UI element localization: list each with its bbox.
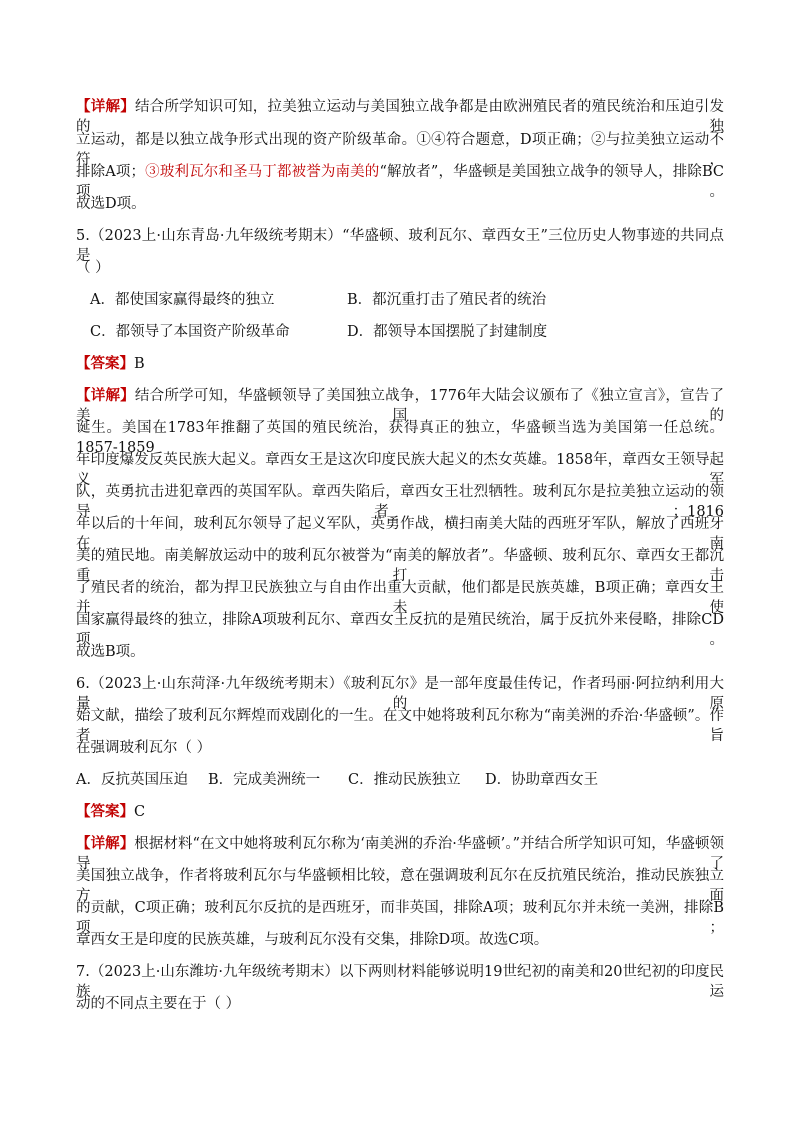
q6-option-c: C．推动民族独立	[348, 772, 461, 788]
q5-stem-line-2: （ ）	[76, 260, 110, 276]
q6-detail-line-3: 的贡献，C项正确；玻利瓦尔反抗的是西班牙，而非英国，排除A项；玻利瓦尔并未统一美洲，排除B项；	[76, 900, 724, 936]
q5-stem-line-1: 5.（2023上·山东青岛·九年级统考期末）“华盛顿、玻利瓦尔、章西女王”三位历史人物事迹的共同点是	[76, 228, 724, 264]
q6-answer: 【答案】C	[76, 803, 146, 820]
q6-stem-line-2: 始文献，描绘了玻利瓦尔辉煌而戏剧化的一生。在文中她将玻利瓦尔称为“南美洲的乔治·华盛顿”。作者旨	[76, 708, 724, 744]
q5-detail-line-6: 美的殖民地。南美解放运动中的玻利瓦尔被誉为“南美的解放者”。华盛顿、玻利瓦尔、章西女王都沉重打击	[76, 548, 724, 584]
q5-answer: 【答案】B	[76, 355, 145, 372]
q7-stem-line-2: 动的不同点主要在于（ ）	[76, 996, 241, 1012]
q6-detail-line-1: 【详解】根据材料“在文中她将玻利瓦尔称为‘南美洲的乔治·华盛顿’。”并结合所学知识可知，华盛顿领导了	[76, 835, 724, 872]
q4-detail-line-2: 立运动，都是以独立战争形式出现的资产阶级革命。①④符合题意，D项正确；②与拉美独立运动不符，	[76, 132, 724, 168]
q5-detail-line-5: 年以后的十年间，玻利瓦尔领导了起义军队，英勇作战，横扫南美大陆的西班牙军队，解放了西班牙在南	[76, 516, 724, 552]
q4-detail-line-3: 排除A项；③玻利瓦尔和圣马丁都被誉为南美的“解放者”，华盛顿是美国独立战争的领导人，排除BC项。	[76, 164, 725, 200]
detail-label: 【详解】	[76, 98, 135, 115]
q4-detail-line-4: 故选D项。	[76, 196, 146, 212]
q5-option-b: B．都沉重打击了殖民者的统治	[347, 292, 547, 308]
q6-option-b: B．完成美洲统一	[208, 772, 321, 788]
q6-option-d: D．协助章西女王	[485, 772, 599, 788]
q5-option-c: C．都领导了本国资产阶级革命	[90, 324, 290, 340]
q5-detail-line-1: 【详解】结合所学可知，华盛顿领导了美国独立战争，1776年大陆会议颁布了《独立宣言》，宣告了美国的	[76, 387, 724, 424]
q5-detail-line-7: 了殖民者的统治，都为捍卫民族独立与自由作出重大贡献，他们都是民族英雄，B项正确；章西女王并未使	[76, 580, 724, 616]
q5-detail-line-2: 诞生。美国在1783年推翻了英国的殖民统治，获得真正的独立，华盛顿当选为美国第一任总统。1857-1859	[76, 420, 724, 456]
q5-detail-line-8: 国家赢得最终的独立，排除A项玻利瓦尔、章西女王反抗的是殖民统治，属于反抗外来侵略，排除CD项。	[76, 612, 724, 648]
q5-option-d: D．都领导本国摆脱了封建制度	[347, 324, 548, 340]
q6-detail-line-4: 章西女王是印度的民族英雄，与玻利瓦尔没有交集，排除D项。故选C项。	[76, 932, 549, 948]
q6-option-a: A．反抗英国压迫	[76, 772, 188, 788]
q6-stem-line-3: 在强调玻利瓦尔（ ）	[76, 740, 212, 756]
q6-detail-line-2: 美国独立战争，作者将玻利瓦尔与华盛顿相比较，意在强调玻利瓦尔在反抗殖民统治，推动民族独立方面	[76, 868, 724, 904]
q5-detail-line-3: 年印度爆发反英民族大起义。章西女王是这次印度民族大起义的杰女英雄。1858年，章西女王领导起义军	[76, 452, 724, 488]
q5-detail-line-9: 故选B项。	[76, 644, 145, 660]
q5-detail-line-4: 队，英勇抗击进犯章西的英国军队。章西失陷后，章西女王壮烈牺牲。玻利瓦尔是拉美独立运动的领导者；1816	[76, 484, 724, 520]
q7-stem-line-1: 7.（2023上·山东潍坊·九年级统考期末）以下两则材料能够说明19世纪初的南美和20世纪初的印度民族运	[76, 964, 724, 1000]
q6-stem-line-1: 6.（2023上·山东菏泽·九年级统考期末）《玻利瓦尔》是一部年度最佳传记，作者玛丽·阿拉纳利用大量的原	[76, 676, 724, 712]
highlighted-text: ③玻利瓦尔和圣马丁都被誉为南美的	[145, 164, 380, 180]
q5-option-a: A．都使国家赢得最终的独立	[90, 292, 275, 308]
q4-detail-line-1: 【详解】结合所学知识可知，拉美独立运动与美国独立战争都是由欧洲殖民者的殖民统治和压迫引发的独	[76, 98, 725, 135]
